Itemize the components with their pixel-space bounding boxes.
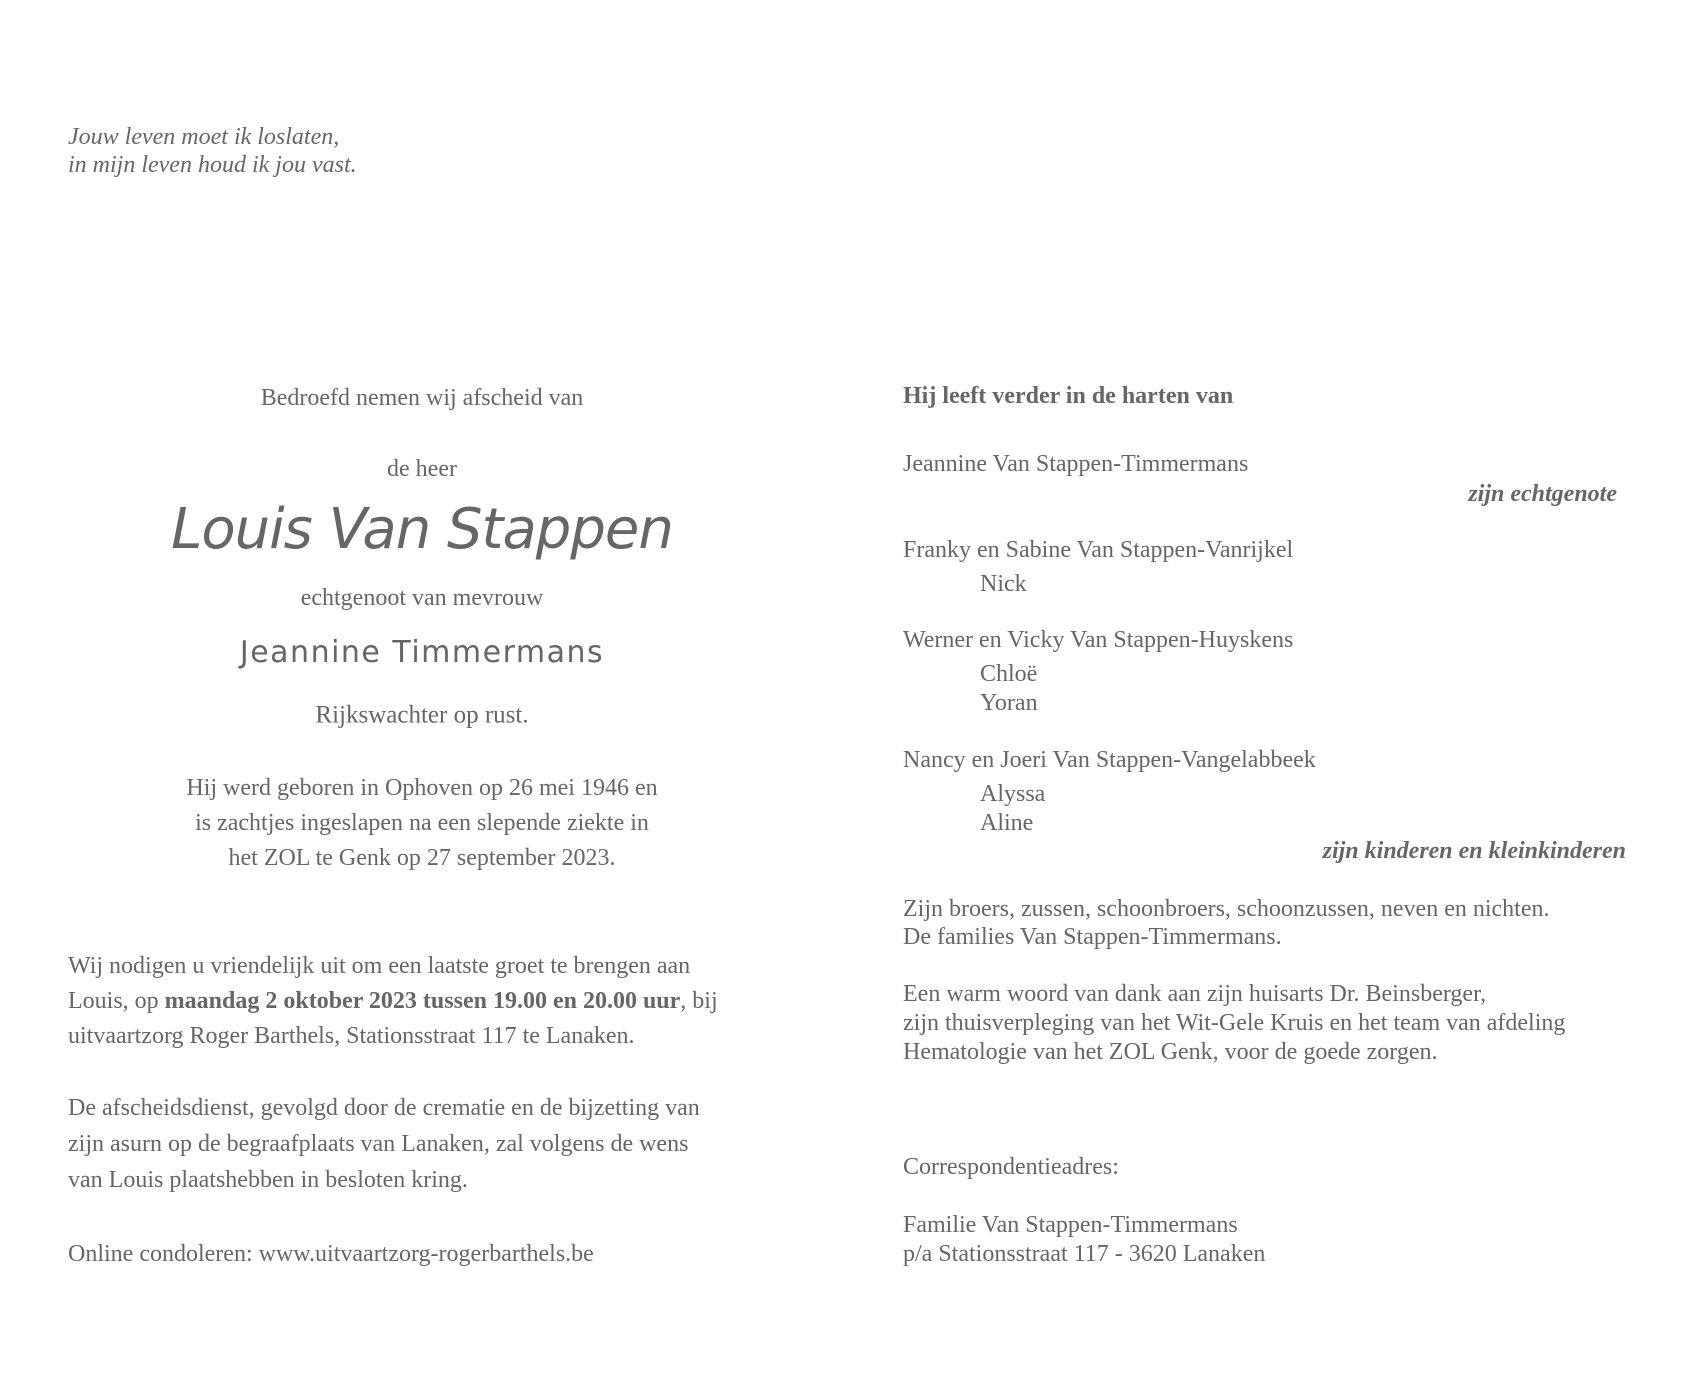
visitation-datetime: maandag 2 oktober 2023 tussen 19.00 en 20.00 uur	[164, 988, 681, 1014]
spouse-role: zijn echtgenote	[1468, 481, 1617, 507]
bio-line-1: Hij werd geboren in Ophoven op 26 mei 1946 en	[186, 775, 658, 801]
bio-line-2: is zachtjes ingeslapen na een slepende ziekte in	[195, 810, 649, 836]
family-1-parents: Franky en Sabine Van Stappen-Vanrijkel	[903, 537, 1294, 563]
online-url-link[interactable]: www.uitvaartzorg-rogerbarthels.be	[258, 1241, 594, 1267]
quote-line-2: in mijn leven houd ik jou vast.	[68, 152, 357, 178]
spouse-label: echtgenoot van mevrouw	[300, 585, 544, 611]
title-text: de heer	[387, 456, 457, 482]
family-2-child-1: Chloë	[980, 661, 1038, 687]
spouse-name: Jeannine Timmermans	[239, 635, 605, 670]
service-line-3: van Louis plaatshebben in besloten kring.	[68, 1167, 468, 1193]
service-line-2: zijn asurn op de begraafplaats van Lanaken, zal volgens de wens	[68, 1131, 689, 1157]
visitation-line-3: uitvaartzorg Roger Barthels, Stationsstraat 117 te Lanaken.	[68, 1023, 635, 1049]
address-line-2: p/a Stationsstraat 117 - 3620 Lanaken	[903, 1241, 1266, 1267]
quote-line-1: Jouw leven moet ik loslaten,	[68, 124, 340, 150]
online-condolences	[68, 1242, 594, 1266]
family-1-child-1: Nick	[980, 571, 1027, 597]
family-3-parents: Nancy en Joeri Van Stappen-Vangelabbeek	[903, 747, 1316, 773]
visitation-post: , bij	[680, 988, 718, 1014]
children-role: zijn kinderen en kleinkinderen	[1322, 838, 1626, 864]
visitation-line-1: Wij nodigen u vriendelijk uit om een laatste groet te brengen aan	[68, 953, 691, 979]
thanks-line-2: zijn thuisverpleging van het Wit-Gele Kruis en het team van afdeling	[903, 1010, 1566, 1036]
relatives-line-1: Zijn broers, zussen, schoonbroers, schoonzussen, neven en nichten.	[903, 896, 1550, 922]
intro-text: Bedroefd nemen wij afscheid van	[260, 385, 584, 411]
thanks-line-3: Hematologie van het ZOL Genk, voor de goede zorgen.	[903, 1039, 1438, 1065]
bio-line-3: het ZOL te Genk op 27 september 2023.	[228, 845, 616, 871]
family-3-child-2: Aline	[980, 810, 1034, 836]
correspondence-label: Correspondentieadres:	[903, 1154, 1119, 1180]
occupation: Rijkswachter op rust.	[315, 701, 529, 729]
online-label: Online condoleren:	[68, 1241, 259, 1267]
deceased-name: Louis Van Stappen	[171, 497, 673, 562]
spouse-full-name: Jeannine Van Stappen-Timmermans	[903, 451, 1249, 477]
survivors-heading: Hij leeft verder in de harten van	[903, 383, 1234, 409]
family-3-child-1: Alyssa	[980, 781, 1046, 807]
family-2-parents: Werner en Vicky Van Stappen-Huyskens	[903, 627, 1294, 653]
visitation-pre: Louis, op	[68, 988, 165, 1014]
relatives-line-2: De families Van Stappen-Timmermans.	[903, 924, 1282, 950]
service-line-1: De afscheidsdienst, gevolgd door de crematie en de bijzetting van	[68, 1095, 700, 1121]
address-line-1: Familie Van Stappen-Timmermans	[903, 1212, 1238, 1238]
thanks-line-1: Een warm woord van dank aan zijn huisarts Dr. Beinsberger,	[903, 981, 1487, 1007]
family-2-child-2: Yoran	[980, 690, 1038, 716]
visitation-line-2	[68, 989, 718, 1013]
